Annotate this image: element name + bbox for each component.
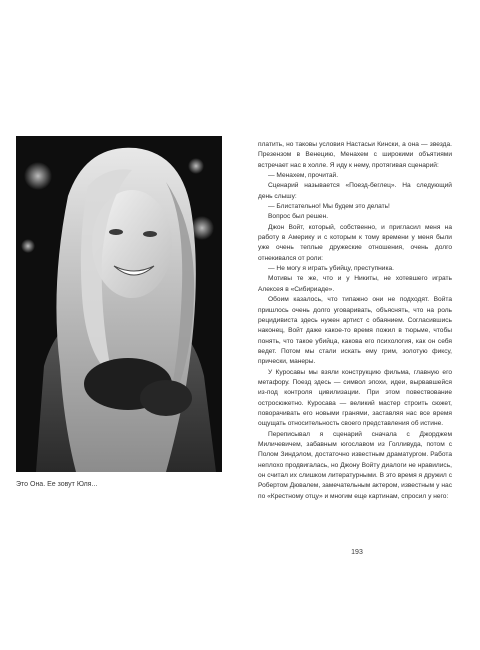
paragraph: — Блистательно! Мы будем это делать! <box>268 203 390 211</box>
paragraph: Обоим казалось, что типажно они не подходят. Войта пришлось очень долго уговаривать, объяснять, что на роль рецидивиста здесь нужен артист с обаянием. Согласившись наконец, Войт даже какое-то время пожил в тюрьме, чтобы понять, что такое убийца, какова его психология, как он себя ведет. Потом мы стали искать ему грим, золотую фиксу, прически, манеры. <box>258 296 452 366</box>
paragraph: Вопрос был решен. <box>268 213 329 221</box>
paragraph: Сценарий называется «Поезд-беглец». На следующий день слышу: <box>258 182 452 200</box>
portrait-photo <box>16 136 222 472</box>
paragraph: У Куросавы мы взяли конструкцию фильма, главную его метафору. Поезд здесь — символ эпохи, идеи, вырвавшейся из-под контроля цивилизации. При этом повествование остросюжетно. Куросава — великий мастер строить сюжет, поворачивать его новыми гранями, заставляя нас все время ощущать относительность своего представления об истине. <box>258 368 452 428</box>
photo-caption: Это Она. Ее зовут Юля... <box>16 481 98 488</box>
body-text <box>258 140 452 502</box>
paragraph: — Не могу я играть убийцу, преступника. <box>268 265 394 273</box>
page-number: 193 <box>351 549 363 556</box>
paragraph: Мотивы те же, что и у Никиты, не хотевшего играть Алексея в «Сибириаде». <box>258 275 452 293</box>
paragraph: Переписывал я сценарий сначала с Джорджем Миличевичем, забавным югославом из Голливуда, потом с Полом Зиндэлом, достаточно известным драматургом. Работа неплохо продвигалась, но Джону Войту диалоги не нравились, он считал их слишком литературными. В это время я дружил с Робертом Дювалем, замечательным актером, известным у нас по «Крестному отцу» и многим еще картинам, спросил у него: <box>258 430 452 500</box>
paragraph: — Менахем, прочитай. <box>268 172 339 180</box>
paragraph: платить, но таковы условия Настасьи Кински, а она — звезда. Презензом в Венецию, Менахем с широкими объятиями встречает нас в холле. Я иду к нему, протягивая сценарий: <box>258 141 452 169</box>
paragraph: Джон Войт, который, собственно, и пригласил меня на работу в Америку и с которым к тому времени у меня были уже очень теплые дружеские отношения, очень долго отнекивался от роли: <box>258 223 452 262</box>
